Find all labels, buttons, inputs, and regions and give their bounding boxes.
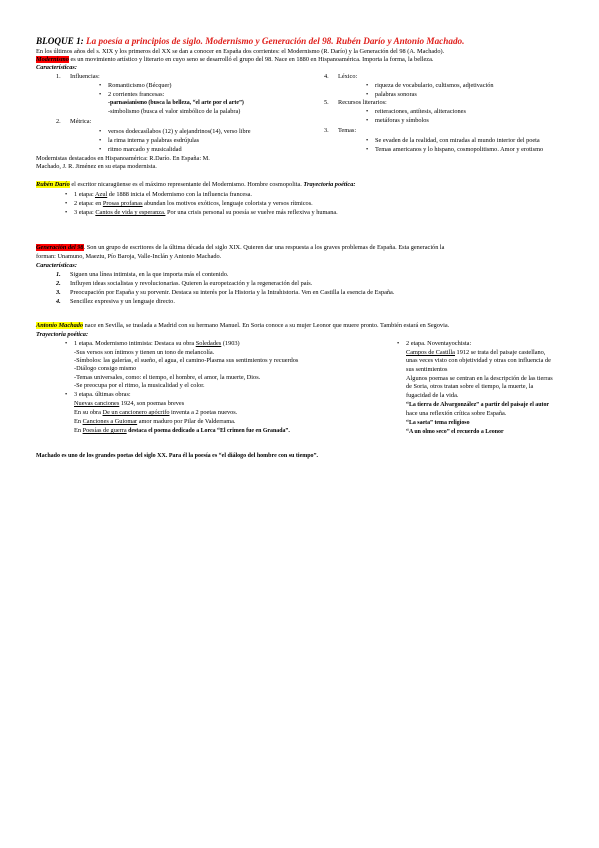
stage-text: 1924, son poemas breves — [119, 400, 185, 407]
machado-trayectoria-heading: Trayectoria poética: — [36, 331, 89, 338]
work-title: Campos de Castilla — [406, 349, 455, 356]
machado-stage-3: • 3 etapa. últimas obras: — [74, 391, 131, 399]
mod-item-influencias — [56, 73, 100, 81]
list-text: Recursos literarios: — [338, 99, 387, 106]
mod-simbolismo: -simbolismo (busca el valor simbólico de la palabra) — [108, 108, 241, 115]
stage-text: inventa a 2 poetas nuevos. — [169, 409, 238, 416]
mod-bullet-ritmo: • ritmo marcado y musicalidad — [108, 146, 182, 154]
stage-label: 2 etapa: en — [74, 200, 103, 207]
dario-stage-2 — [74, 200, 313, 208]
machado-stage-3-line-1 — [74, 400, 184, 408]
list-number: 2. — [56, 280, 61, 287]
mod-bullet-evaden: • Se evaden de la realidad, con miradas al mundo interior del poeta — [375, 137, 540, 145]
machado-stage-2-line-9: “La saeta” tema religioso — [406, 420, 470, 426]
intro-line-1: En los últimos años del s. XIX y los primeros del XX se dan a conocer en España dos corrientes: el Modernismo (R. Darío) y la Generación del 98 (A. Machado). — [36, 48, 445, 55]
list-number: 4. — [56, 298, 61, 305]
g98-description: . Son un grupo de escritores de la última década del siglo XIX. Quieren dar una respuesta a los graves problemas de España. Esta generación la — [83, 244, 445, 251]
machado-name: Antonio Machado — [36, 322, 84, 329]
machado-stage-1-line-1: -Sus versos son íntimos y tienen un tono de melancolía. — [74, 349, 215, 356]
machado-stage-2-line-4: Algunos poemas se centran en la descripción de las tierras — [406, 375, 553, 382]
machado-stage-2-line-5: de Soria, otros tratan sobre el tiempo, la muerte, la — [406, 383, 534, 390]
mod-parnasianismo: -parnasianismo (busca la belleza, “el arte por el arte”) — [108, 100, 244, 106]
work-title: Azul — [94, 191, 108, 198]
work-title: Nuevas canciones — [74, 400, 120, 407]
list-number: 1. — [56, 271, 61, 278]
g98-intro-line-1 — [36, 244, 444, 252]
list-number: 3. — [56, 289, 61, 296]
machado-closing: Machado es uno de los grandes poetas del siglo XX. Para él la poesía es “el diálogo del hombre con su tiempo”. — [36, 453, 319, 459]
dario-name: Rubén Darío — [36, 181, 70, 188]
dario-trayectoria-heading: Trayectoria poética: — [303, 181, 356, 188]
page-title — [36, 36, 464, 47]
mod-item-recursos — [324, 99, 387, 107]
mod-bullet-versos: • versos dodecasílabos (12) y alejandrinos(14), verso libre — [108, 128, 251, 136]
g98-item-4 — [56, 298, 175, 306]
machado-stage-2: • 2 etapa. Noventayochista: — [406, 340, 471, 348]
list-number: 3. — [324, 127, 329, 134]
stage-label: 3 etapa: — [74, 209, 96, 216]
machado-description: nace en Sevilla, se traslada a Madrid con su hermano Manuel. En Soria conoce a su mujer Leonor que muere pronto. También estará en Segovia. — [83, 322, 450, 329]
list-text: Influencias: — [70, 73, 100, 80]
mod-bullet-reiteraciones: • reiteraciones, antítesis, aliteraciones — [375, 108, 466, 116]
mod-bullet-riqueza: • riqueza de vocabulario, cultismos, adjetivación — [375, 82, 494, 90]
stage-text: En — [74, 427, 83, 434]
mod-item-metrica — [56, 118, 92, 126]
stage-text: En su obra — [74, 409, 103, 416]
mod-bullet-romanticismo: • Romanticismo (Bécquer) — [108, 82, 171, 90]
machado-stage-2-line-8: hace una reflexión crítica sobre España. — [406, 410, 507, 417]
list-text: Léxico: — [338, 73, 358, 80]
stage-text: amor maduro por Pilar de Valderrama. — [137, 418, 236, 425]
work-title: Prosas profanas — [102, 200, 143, 207]
list-number: 5. — [324, 99, 329, 106]
machado-stage-3-line-4 — [74, 427, 290, 435]
stage-label: 1 etapa: — [74, 191, 95, 198]
machado-stage-2-line-3: sus sentimientos — [406, 366, 448, 373]
work-title: Soledades — [195, 340, 222, 347]
g98-characteristics-heading: Características: — [36, 262, 77, 269]
list-number: 1. — [56, 73, 61, 80]
dario-intro — [36, 181, 355, 189]
machado-stage-2-line-7: “La tierra de Alvargonzález” a partir del paisaje el autor — [406, 402, 550, 408]
machado-stage-1-line-3: -Diálogo consigo mismo — [74, 365, 137, 372]
mod-item-lexico — [324, 73, 358, 81]
work-title: Poesías de guerra — [82, 427, 127, 434]
machado-stage-2-line-2: unas veces visto con objetividad y otras con influencia de — [406, 357, 551, 364]
list-text: Temas: — [338, 127, 357, 134]
machado-stage-2-line-6: fugacidad de la vida. — [406, 392, 459, 399]
mod-bullet-corrientes: • 2 corrientes francesas: — [108, 91, 164, 99]
list-number: 4. — [324, 73, 329, 80]
stage-label: 1 etapa. Modernismo intimista: Destaca su obra — [74, 340, 196, 347]
machado-stage-1-line-2: -Símbolos: las galerías, el sueño, el agua, el camino-Plasma sus sentimientos y recuerdos — [74, 357, 299, 364]
stage-text: (1903) — [221, 340, 240, 347]
machado-stage-2-line-10: “A un olmo seco” el recuerdo a Leonor — [406, 429, 504, 435]
list-text: Influyen ideas socialistas y revolucionarias. Quieren la europeización y la regeneración del país. — [70, 280, 313, 287]
stage-text: abundan los motivos exóticos, lenguaje colorista y versos rítmicos. — [142, 200, 313, 207]
machado-stage-1 — [74, 340, 240, 348]
work-title: De un cancionero apócrifo — [102, 409, 170, 416]
list-text: Preocupación por España y su porvenir. Destaca su interés por la Historia y la Intrahistoria. Ven en Castilla la esencia de España. — [70, 289, 395, 296]
mod-bullet-rima: • la rima interna y palabras esdrújulas — [108, 137, 199, 145]
g98-item-3 — [56, 289, 395, 297]
machado-stage-2-line-1 — [406, 349, 545, 357]
dario-stage-1 — [74, 191, 252, 199]
mod-bullet-americanos: • Temas americanos y lo hispano, cosmopolitismo. Amor y erotismo — [375, 146, 543, 154]
dario-description: el escritor nicaragüense es el máximo representante del Modernismo. Hombre cosmopolita. — [69, 181, 304, 188]
stage-text: Por una crisis personal su poesía se vuelve más reflexiva y humana. — [165, 209, 338, 216]
machado-stage-1-line-4: -Temas universales, como: el tiempo, el hombre, el amor, la muerte, Dios. — [74, 374, 261, 381]
work-title: Canciones a Guiomar — [82, 418, 138, 425]
list-text: Métrica: — [70, 118, 92, 125]
title-text: La poesía a principios de siglo. Modernismo y Generación del 98. Rubén Darío y Antonio Machado. — [86, 36, 465, 46]
mod-item-temas — [324, 127, 357, 135]
g98-item-2 — [56, 280, 313, 288]
stage-text: En — [74, 418, 83, 425]
list-text: Siguen una línea intimista, en la que importa más el contenido. — [70, 271, 229, 278]
mod-bullet-metaforas: • metáforas y símbolos — [375, 117, 429, 125]
machado-stage-3-line-3 — [74, 418, 235, 426]
stage-text: destaca el poema dedicado a Lorca “El crimen fue en Granada”. — [126, 428, 290, 434]
title-prefix: BLOQUE 1: — [36, 36, 84, 46]
mod-authors-line-2: Machado, J. R. Jiménez en su etapa modernista. — [36, 163, 157, 170]
machado-stage-3-line-2 — [74, 409, 237, 417]
g98-item-1 — [56, 271, 229, 279]
modernismo-definition: es un movimiento artístico y literario en cuyo seno se desarrolló el grupo del 98. Nace en 1880 en Hispanoamérica. Importa la forma, la belleza. — [68, 56, 434, 63]
stage-text: de 1888 inicia el Modernismo con la influencia francesa. — [107, 191, 253, 198]
dario-stage-3 — [74, 209, 338, 217]
g98-intro-line-2: forman: Unamuno, Maeztu, Pío Baroja, Valle-Inclán y Antonio Machado. — [36, 253, 222, 260]
stage-text: 1912 se trata del paisaje castellano, — [454, 349, 546, 356]
mod-authors-line-1: Modernistas destacados en Hispanoamérica: R.Darío. En España: M. — [36, 155, 210, 162]
intro-line-2 — [36, 56, 433, 64]
work-title: Cantos de vida y esperanza. — [95, 209, 166, 216]
machado-stage-1-line-5: -Se preocupa por el ritmo, la musicalidad y el color. — [74, 382, 205, 389]
machado-intro — [36, 322, 449, 330]
modernismo-term: Modernismo — [36, 56, 69, 63]
mod-bullet-palabras: • palabras sonoras — [375, 91, 417, 99]
list-number: 2. — [56, 118, 61, 125]
modernismo-characteristics-heading: Características: — [36, 64, 77, 71]
g98-term: Generación del 98 — [36, 244, 84, 251]
list-text: Sencillez expresiva y un lenguaje directo. — [70, 298, 175, 305]
